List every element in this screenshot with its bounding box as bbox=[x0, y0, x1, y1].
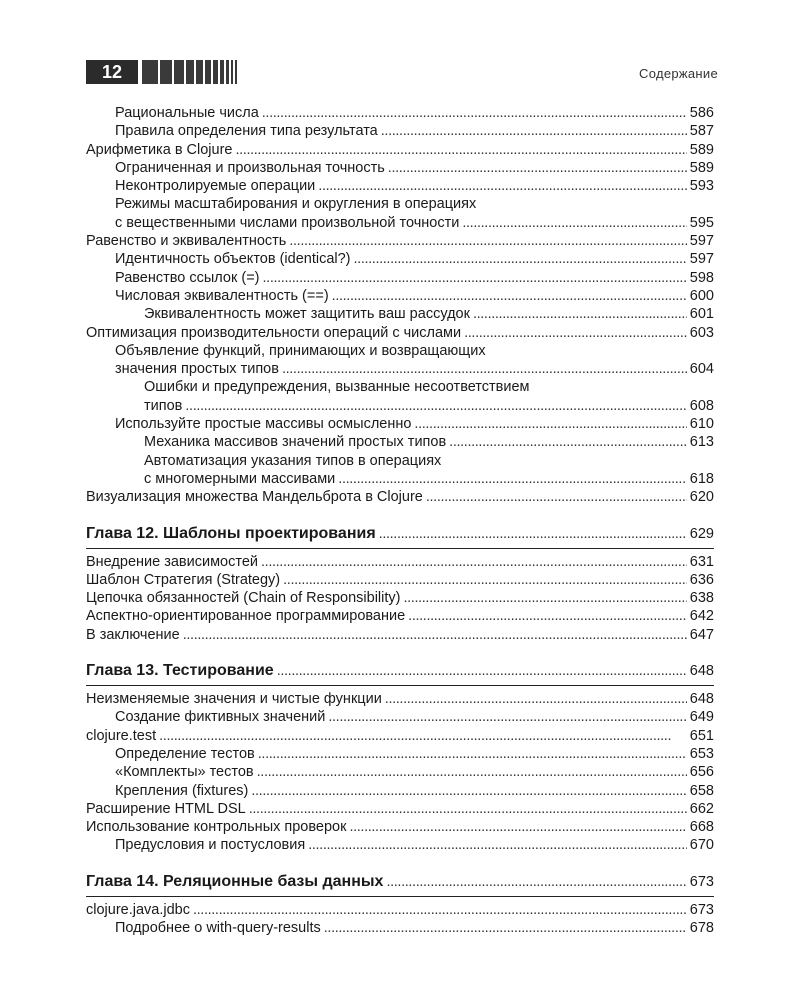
toc-dot-leader bbox=[261, 553, 687, 571]
toc-entry-title: Неизменяемые значения и чистые функции bbox=[86, 691, 382, 708]
toc-page-number: 598 bbox=[689, 269, 714, 286]
chapter-heading-block bbox=[86, 660, 714, 686]
toc-page-number: 593 bbox=[689, 178, 714, 195]
toc-dot-leader bbox=[193, 901, 687, 919]
toc-entry[interactable] bbox=[115, 342, 714, 379]
toc-dot-leader bbox=[388, 159, 687, 177]
toc-dot-leader bbox=[249, 800, 687, 818]
toc-page-number: 600 bbox=[689, 287, 714, 304]
toc-entry[interactable] bbox=[115, 250, 714, 268]
toc-entry[interactable] bbox=[115, 782, 714, 800]
toc-entry[interactable] bbox=[115, 763, 714, 781]
toc-dot-leader bbox=[308, 836, 687, 854]
toc-entry-title: Внедрение зависимостей bbox=[86, 553, 259, 570]
toc-entry[interactable] bbox=[86, 626, 714, 644]
toc-dot-leader bbox=[473, 305, 687, 323]
toc-page-number: 673 bbox=[689, 901, 714, 918]
toc-page-number: 589 bbox=[689, 141, 714, 158]
toc-entry-title: Предусловия и постусловия bbox=[115, 837, 306, 854]
toc-entry[interactable] bbox=[115, 745, 714, 763]
toc-entry-title: Неконтролируемые операции bbox=[115, 178, 316, 195]
toc-page-number: 673 bbox=[689, 873, 714, 890]
toc-entry[interactable] bbox=[86, 901, 714, 919]
toc-dot-leader bbox=[283, 571, 687, 589]
toc-dot-leader bbox=[381, 122, 687, 140]
toc-entry-title: Определение тестов bbox=[115, 745, 255, 762]
toc-chapter-entry[interactable] bbox=[86, 660, 714, 682]
toc-page-number: 668 bbox=[689, 819, 714, 836]
toc-entry[interactable] bbox=[144, 305, 714, 323]
toc-entry[interactable] bbox=[86, 607, 714, 625]
toc-entry-title: Использование контрольных проверок bbox=[86, 819, 347, 836]
toc-entry[interactable] bbox=[115, 195, 714, 232]
toc-entry-title: Объявление функций, принимающих и возвращающих bbox=[115, 342, 486, 359]
toc-dot-leader bbox=[464, 324, 687, 342]
toc-entry-title: clojure.java.jdbc bbox=[86, 901, 190, 918]
table-of-contents bbox=[86, 104, 714, 937]
toc-dot-leader bbox=[328, 708, 686, 726]
toc-page-number: 648 bbox=[689, 691, 714, 708]
toc-dot-leader bbox=[324, 919, 687, 937]
toc-page-number: 658 bbox=[689, 782, 714, 799]
toc-page-number: 604 bbox=[689, 361, 714, 378]
toc-entry-title: Крепления (fixtures) bbox=[115, 782, 249, 799]
toc-dot-leader bbox=[338, 470, 687, 488]
toc-dot-leader bbox=[379, 523, 687, 545]
toc-dot-leader bbox=[386, 871, 686, 893]
toc-page-number: 636 bbox=[689, 571, 714, 588]
toc-entry[interactable] bbox=[86, 818, 714, 836]
toc-entry-title: Глава 13. Тестирование bbox=[86, 662, 274, 680]
header-decoration-strip bbox=[142, 60, 239, 84]
chapter-heading-block bbox=[86, 523, 714, 549]
toc-page-number: 608 bbox=[689, 397, 714, 414]
toc-dot-leader bbox=[408, 607, 687, 625]
toc-entry[interactable] bbox=[144, 433, 714, 451]
toc-entry-title: Расширение HTML DSL bbox=[86, 800, 246, 817]
toc-entry[interactable] bbox=[144, 378, 714, 415]
toc-page-number: 656 bbox=[689, 764, 714, 781]
toc-dot-leader bbox=[185, 397, 686, 415]
toc-dot-leader bbox=[159, 727, 687, 745]
toc-entry-title: Аспектно-ориентированное программирование bbox=[86, 608, 406, 625]
toc-entry[interactable] bbox=[144, 452, 714, 489]
toc-page-number: 629 bbox=[689, 525, 714, 542]
toc-entry[interactable] bbox=[86, 488, 714, 506]
toc-entry-title: Ограниченная и произвольная точность bbox=[115, 159, 385, 176]
toc-entry[interactable] bbox=[115, 269, 714, 287]
toc-entry-title: с многомерными массивами bbox=[144, 470, 336, 487]
toc-entry[interactable] bbox=[86, 800, 714, 818]
toc-page-number: 638 bbox=[689, 590, 714, 607]
toc-dot-leader bbox=[426, 488, 687, 506]
toc-entry-title: Идентичность объектов (identical?) bbox=[115, 251, 351, 268]
toc-entry[interactable] bbox=[86, 553, 714, 571]
toc-page-number: 595 bbox=[689, 214, 714, 231]
toc-entry[interactable] bbox=[86, 141, 714, 159]
toc-page-number: 678 bbox=[689, 919, 714, 936]
toc-page-number: 587 bbox=[689, 123, 714, 140]
toc-dot-leader bbox=[349, 818, 686, 836]
toc-page-number: 670 bbox=[689, 837, 714, 854]
toc-page-number: 597 bbox=[689, 251, 714, 268]
toc-page-number: 618 bbox=[689, 470, 714, 487]
toc-dot-leader bbox=[449, 433, 687, 451]
toc-dot-leader bbox=[235, 141, 686, 159]
toc-entry-title: Режимы масштабирования и округления в операциях bbox=[115, 196, 477, 213]
toc-dot-leader bbox=[385, 690, 687, 708]
toc-entry[interactable] bbox=[86, 324, 714, 342]
toc-dot-leader bbox=[332, 287, 687, 305]
toc-page-number: 649 bbox=[689, 709, 714, 726]
toc-page-number: 610 bbox=[689, 416, 714, 433]
toc-page-number: 653 bbox=[689, 745, 714, 762]
toc-entry-title: Создание фиктивных значений bbox=[115, 709, 326, 726]
toc-entry-title: Правила определения типа результата bbox=[115, 123, 378, 140]
toc-entry-title: Глава 12. Шаблоны проектирования bbox=[86, 524, 376, 542]
toc-entry-title: В заключение bbox=[86, 626, 180, 643]
toc-page-number: 586 bbox=[689, 105, 714, 121]
toc-entry-title: clojure.test bbox=[86, 727, 157, 744]
toc-dot-leader bbox=[403, 589, 686, 607]
toc-dot-leader bbox=[183, 626, 687, 644]
toc-entry-title: значения простых типов bbox=[115, 361, 279, 378]
toc-page-number: 589 bbox=[689, 159, 714, 176]
toc-dot-leader bbox=[414, 415, 686, 433]
toc-entry-title: типов bbox=[144, 397, 183, 414]
page-number: 12 bbox=[86, 60, 138, 84]
toc-entry-title: Автоматизация указания типов в операциях bbox=[144, 452, 442, 469]
toc-page-number: 601 bbox=[689, 306, 714, 323]
toc-entry[interactable] bbox=[86, 690, 714, 708]
toc-entry-title: Равенство и эквивалентность bbox=[86, 233, 287, 250]
toc-page-number: 647 bbox=[689, 626, 714, 643]
toc-entry-title: Оптимизация производительности операций с числами bbox=[86, 324, 462, 341]
toc-chapter-entry[interactable] bbox=[86, 523, 714, 545]
toc-chapter-entry[interactable] bbox=[86, 871, 714, 893]
toc-entry[interactable] bbox=[86, 571, 714, 589]
toc-entry-title: Подробнее о with-query-results bbox=[115, 919, 321, 936]
toc-dot-leader bbox=[318, 177, 687, 195]
toc-page-number: 662 bbox=[689, 800, 714, 817]
toc-entry[interactable] bbox=[115, 159, 714, 177]
toc-entry-title: Механика массивов значений простых типов bbox=[144, 434, 447, 451]
toc-page-number: 620 bbox=[689, 489, 714, 506]
toc-page-number: 642 bbox=[689, 608, 714, 625]
toc-entry-title: Эквивалентность может защитить ваш рассудок bbox=[144, 306, 470, 323]
toc-entry[interactable] bbox=[115, 104, 714, 122]
toc-entry-title: с вещественными числами произвольной точности bbox=[115, 214, 460, 231]
toc-entry-title: Числовая эквивалентность (==) bbox=[115, 287, 329, 304]
toc-entry-title: Используйте простые массивы осмысленно bbox=[115, 416, 412, 433]
toc-entry-title: Визуализация множества Мандельброта в Clojure bbox=[86, 489, 423, 506]
toc-dot-leader bbox=[462, 214, 686, 232]
toc-entry-title: Ошибки и предупреждения, вызванные несоответствием bbox=[144, 379, 530, 396]
toc-dot-leader bbox=[289, 232, 686, 250]
toc-dot-leader bbox=[263, 269, 687, 287]
toc-entry-title: «Комплекты» тестов bbox=[115, 764, 254, 781]
toc-dot-leader bbox=[354, 250, 687, 268]
toc-entry[interactable] bbox=[86, 589, 714, 607]
toc-entry[interactable] bbox=[115, 177, 714, 195]
toc-page-number: 603 bbox=[689, 324, 714, 341]
toc-entry[interactable] bbox=[86, 727, 714, 745]
toc-page-number: 631 bbox=[689, 553, 714, 570]
toc-entry-title: Рациональные числа bbox=[115, 105, 259, 121]
toc-entry-title: Равенство ссылок (=) bbox=[115, 269, 260, 286]
toc-entry-title: Глава 14. Реляционные базы данных bbox=[86, 872, 384, 890]
chapter-heading-block bbox=[86, 871, 714, 897]
toc-page-number: 651 bbox=[689, 727, 714, 744]
toc-dot-leader bbox=[258, 745, 687, 763]
toc-entry-title: Шаблон Стратегия (Strategy) bbox=[86, 571, 281, 588]
toc-page-number: 597 bbox=[689, 233, 714, 250]
toc-entry[interactable] bbox=[115, 287, 714, 305]
toc-page-number: 613 bbox=[689, 434, 714, 451]
toc-dot-leader bbox=[251, 782, 686, 800]
toc-dot-leader bbox=[262, 104, 687, 122]
toc-dot-leader bbox=[282, 360, 687, 378]
toc-entry[interactable] bbox=[115, 122, 714, 140]
section-title: Содержание bbox=[639, 66, 718, 81]
toc-entry-title: Цепочка обязанностей (Chain of Responsibility) bbox=[86, 590, 401, 607]
toc-entry[interactable] bbox=[115, 919, 714, 937]
toc-entry[interactable] bbox=[115, 836, 714, 854]
page-header bbox=[86, 56, 718, 86]
toc-dot-leader bbox=[257, 763, 687, 781]
toc-page-number: 648 bbox=[689, 663, 714, 680]
toc-entry[interactable] bbox=[115, 708, 714, 726]
toc-entry-title: Арифметика в Clojure bbox=[86, 141, 233, 158]
toc-entry[interactable] bbox=[115, 415, 714, 433]
toc-dot-leader bbox=[277, 660, 687, 682]
toc-entry[interactable] bbox=[86, 232, 714, 250]
